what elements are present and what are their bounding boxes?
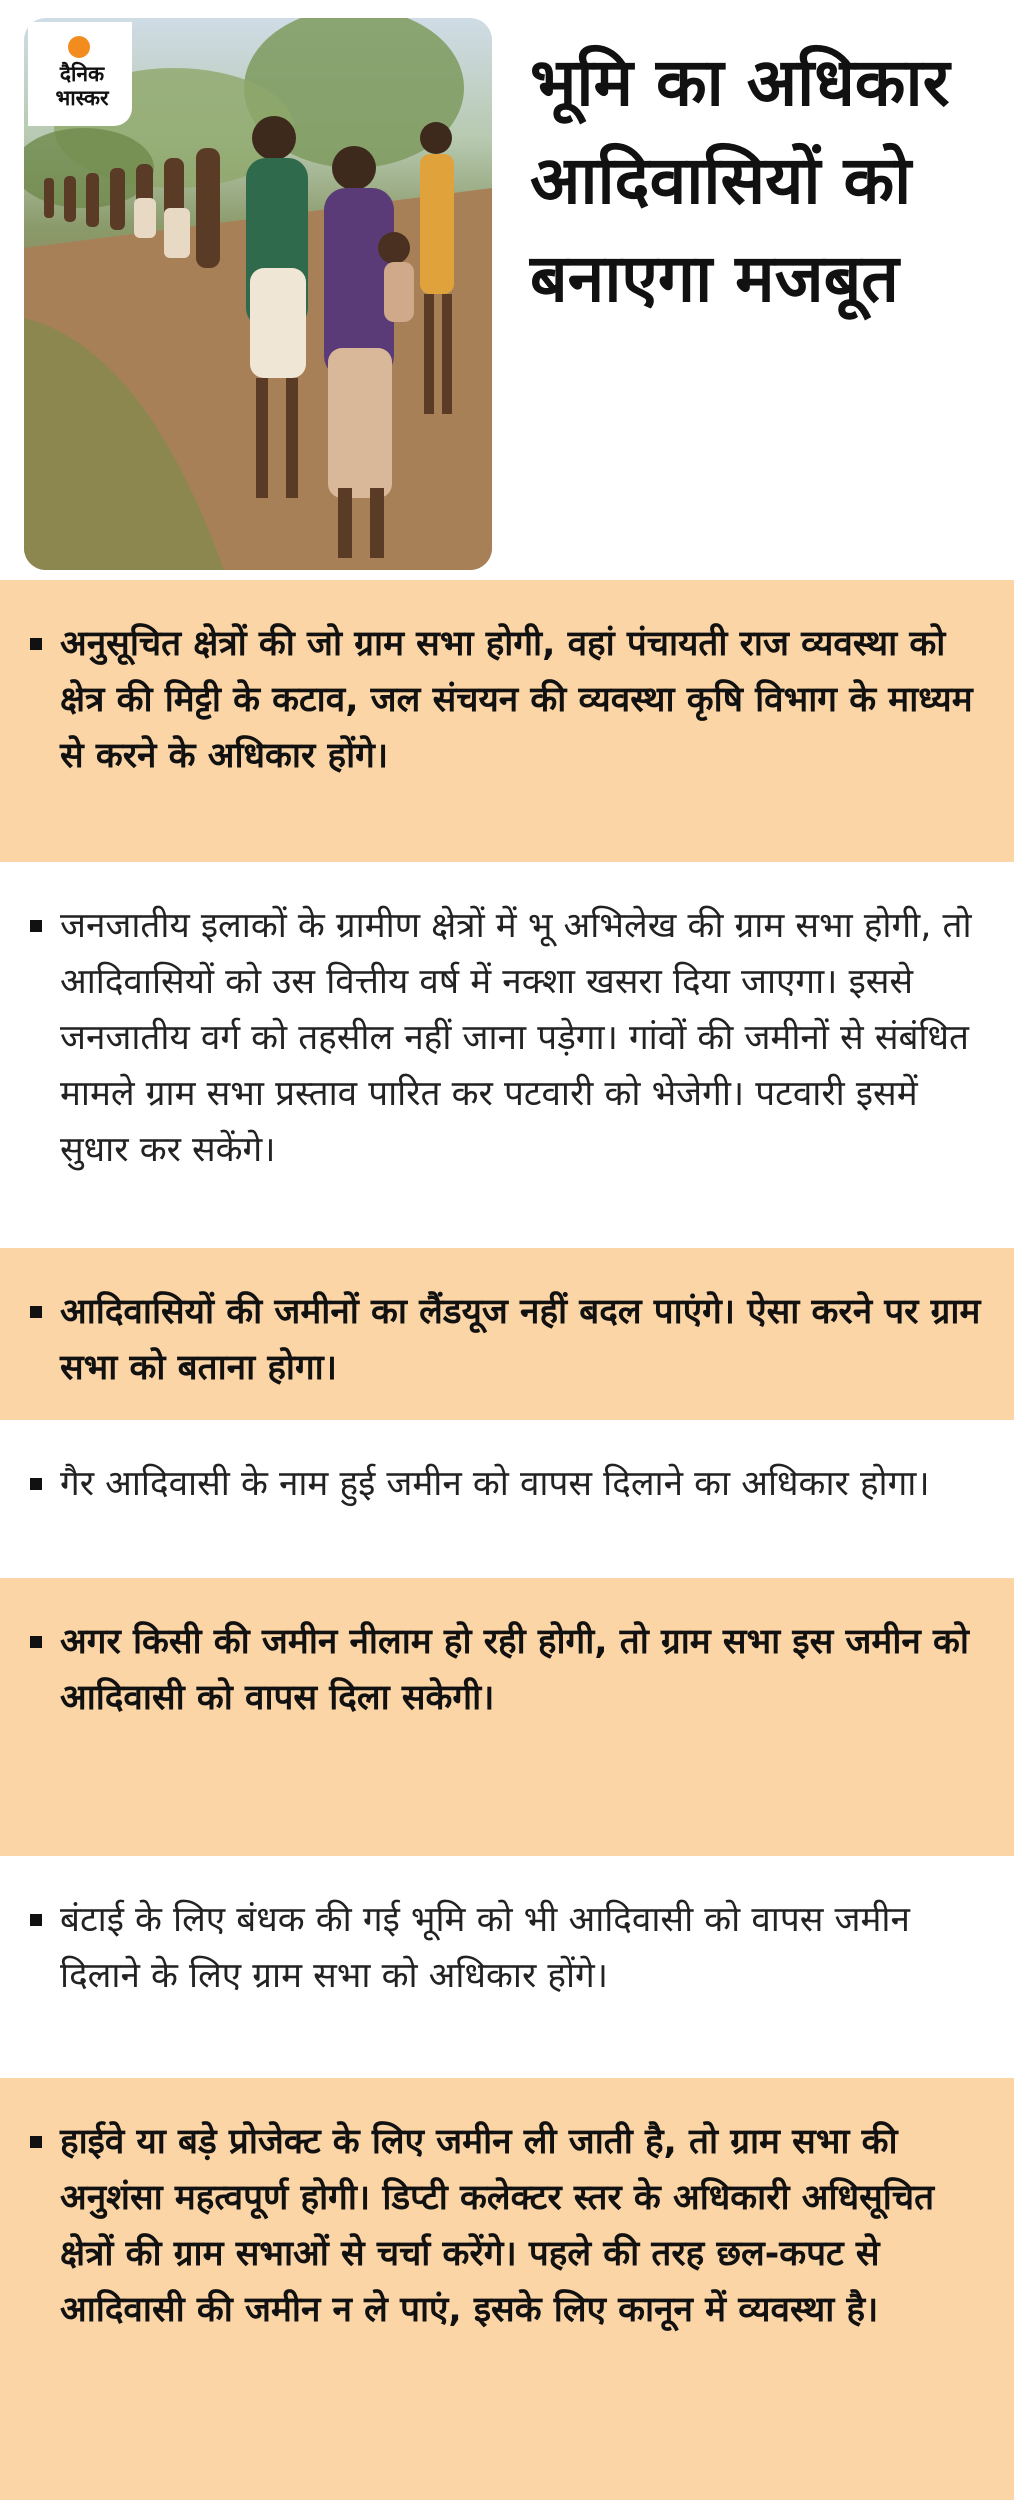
list-item — [30, 1284, 994, 1396]
sun-icon — [68, 36, 90, 58]
point-block-4 — [0, 1420, 1014, 1578]
point-block-5 — [0, 1578, 1014, 1856]
bullet-icon — [30, 638, 42, 650]
point-block-3 — [0, 1248, 1014, 1420]
list-item — [30, 616, 994, 784]
point-text-2: जनजातीय इलाकों के ग्रामीण क्षेत्रों में भू अभिलेख की ग्राम सभा होगी, तो आदिवासियों को उस वित्तीय वर्ष में नक्शा खसरा दिया जाएगा। इससे जनजातीय वर्ग को तहसील नहीं जाना पड़ेगा। गांवों की जमीनों से संबंधित मामले ग्राम सभा प्रस्ताव पारित कर पटवारी को भेजेगी। पटवारी इसमें सुधार कर सकेंगे। — [60, 906, 972, 1170]
point-text-6: बंटाई के लिए बंधक की गई भूमि को भी आदिवासी को वापस जमीन दिलाने के लिए ग्राम सभा को अधिकार होंगे। — [60, 1900, 910, 1996]
point-text-7: हाईवे या बड़े प्रोजेक्ट के लिए जमीन ली जाती है, तो ग्राम सभा की अनुशंसा महत्वपूर्ण होगी। डिप्टी कलेक्टर स्तर के अधिकारी अधिसूचित क्षेत्रों की ग्राम सभाओं से चर्चा करेंगे। पहले की तरह छल-कपट से आदिवासी की जमीन न ले पाएं, इसके लिए कानून में व्यवस्था है। — [60, 2122, 935, 2330]
point-text-3: आदिवासियों की जमीनों का लैंडयूज नहीं बदल पाएंगे। ऐसा करने पर ग्राम सभा को बताना होगा। — [60, 1292, 981, 1388]
bullet-icon — [30, 1306, 42, 1318]
bullet-icon — [30, 1478, 42, 1490]
point-block-1 — [0, 580, 1014, 862]
bullet-icon — [30, 2136, 42, 2148]
point-text-4: गैर आदिवासी के नाम हुई जमीन को वापस दिलाने का अधिकार होगा। — [60, 1464, 930, 1504]
logo-line-2: भास्कर — [55, 86, 109, 110]
list-item — [30, 1614, 994, 1726]
logo-line-1: दैनिक — [59, 62, 105, 86]
dainik-bhaskar-logo — [28, 22, 132, 126]
list-item — [30, 1456, 994, 1512]
point-block-7 — [0, 2078, 1014, 2500]
point-block-2 — [0, 862, 1014, 1248]
point-block-6 — [0, 1856, 1014, 2078]
bullet-icon — [30, 920, 42, 932]
page-title: भूमि का अधिकार आदिवासियों को बनाएगा मजबूत — [530, 44, 950, 317]
bullet-icon — [30, 1914, 42, 1926]
news-photo — [24, 18, 492, 570]
list-item — [30, 1892, 994, 2004]
point-text-5: अगर किसी की जमीन नीलाम हो रही होगी, तो ग्राम सभा इस जमीन को आदिवासी को वापस दिला सकेगी। — [60, 1622, 969, 1718]
bullet-icon — [30, 1636, 42, 1648]
point-text-1: अनुसूचित क्षेत्रों की जो ग्राम सभा होगी, वहां पंचायती राज व्यवस्था को क्षेत्र की मिट्टी के कटाव, जल संचयन की व्यवस्था कृषि विभाग के माध्यम से करने के अधिकार होंगे। — [60, 624, 973, 776]
list-item — [30, 898, 994, 1178]
header — [0, 0, 1014, 580]
list-item — [30, 2114, 994, 2338]
logo-text — [34, 62, 130, 110]
